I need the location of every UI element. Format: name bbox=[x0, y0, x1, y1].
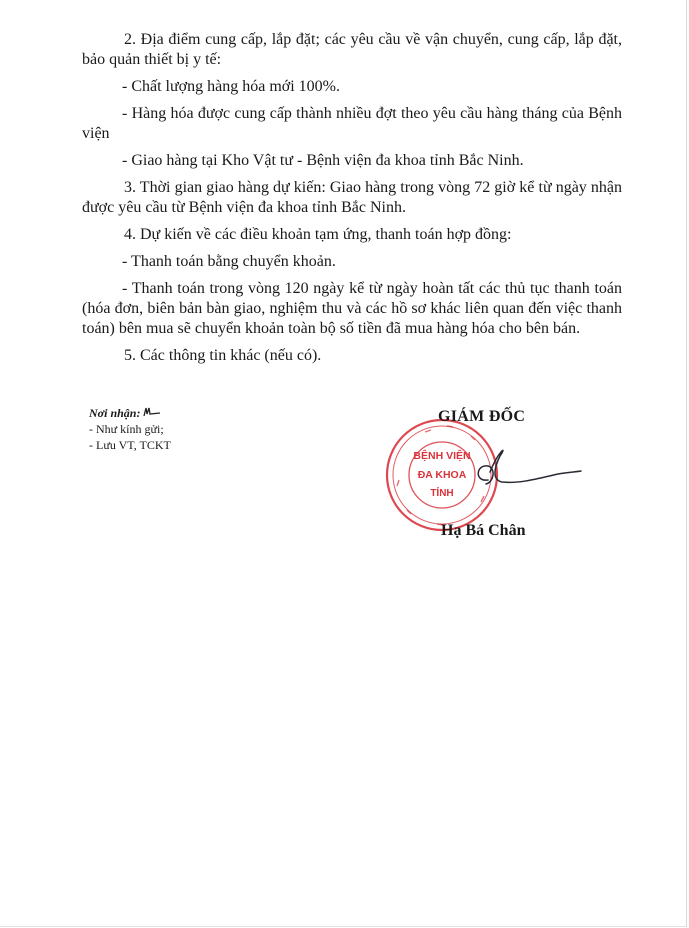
paragraph-other-info: 5. Các thông tin khác (nếu có). bbox=[124, 347, 322, 364]
seal-text-line: TỈNH bbox=[430, 488, 454, 499]
paragraph-quality: - Chất lượng hàng hóa mới 100%. bbox=[122, 78, 341, 95]
seal-text-line: BỆNH VIỆN bbox=[413, 450, 471, 462]
recipient-item: - Như kính gửi; bbox=[89, 422, 164, 436]
recipient-item: - Lưu VT, TCKT bbox=[89, 438, 171, 452]
paragraph-transfer: - Thanh toán bằng chuyển khoản. bbox=[122, 253, 336, 270]
signer-name: Hạ Bá Chân bbox=[441, 522, 526, 539]
seal-text-line: ĐA KHOA bbox=[417, 469, 467, 481]
signature-title: GIÁM ĐỐC bbox=[438, 408, 526, 425]
document-body bbox=[82, 30, 622, 373]
paragraph-delivery-location: 2. Địa điểm cung cấp, lắp đặt; các yêu cầu về vận chuyển, cung cấp, lắp đặt, bảo quản thiết bị y tế: bbox=[82, 31, 622, 68]
paragraph-delivery-time: 3. Thời gian giao hàng dự kiến: Giao hàng trong vòng 72 giờ kể từ ngày nhận được yêu cầu từ Bệnh viện đa khoa tỉnh Bắc Ninh. bbox=[82, 179, 622, 216]
recipients-block bbox=[89, 405, 171, 453]
paragraph-warehouse: - Giao hàng tại Kho Vật tư - Bệnh viện đa khoa tỉnh Bắc Ninh. bbox=[122, 152, 524, 169]
recipients-title: Nơi nhận: bbox=[89, 406, 141, 420]
paragraph-payment-terms: 4. Dự kiến về các điều khoản tạm ứng, thanh toán hợp đồng: bbox=[124, 226, 512, 243]
signature-block bbox=[380, 400, 640, 550]
initial-mark-icon bbox=[143, 407, 161, 417]
paragraph-payment-deadline: - Thanh toán trong vòng 120 ngày kể từ ngày hoàn tất các thủ tục thanh toán (hóa đơn, biên bản bàn giao, nghiệm thu và các hồ sơ khác liên quan đến việc thanh toán) bên mua sẽ chuyển khoản toàn bộ số tiền đã mua hàng hóa cho bên bán. bbox=[82, 280, 622, 337]
paragraph-monthly-batches: - Hàng hóa được cung cấp thành nhiều đợt theo yêu cầu hàng tháng của Bệnh viện bbox=[82, 105, 622, 142]
handwritten-signature-icon bbox=[468, 442, 583, 502]
